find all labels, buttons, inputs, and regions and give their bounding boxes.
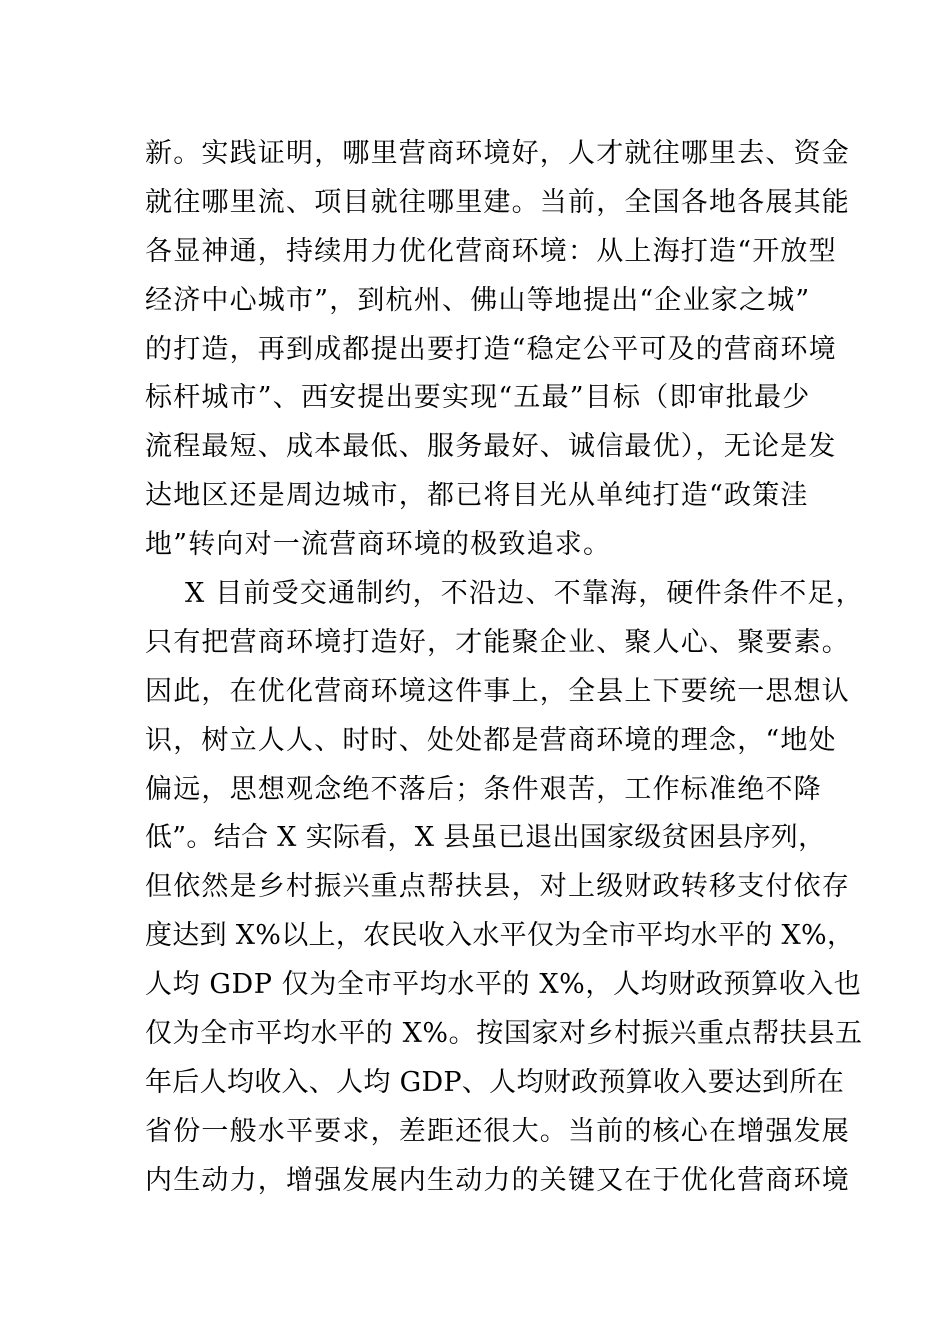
text-line: 度达到 X%以上，农民收入水平仅为全市平均水平的 X%， — [145, 920, 855, 952]
text-line: 的打造，再到成都提出要打造“稳定公平可及的营商环境 — [145, 333, 837, 365]
text-line: 各显神通，持续用力优化营商环境：从上海打造“开放型 — [145, 235, 837, 267]
text-line: 流程最短、成本最低、服务最好、诚信最优），无论是发 — [145, 431, 837, 463]
text-line: X 目前受交通制约，不沿边、不靠海，硬件条件不足， — [185, 578, 864, 610]
text-line: 地”转向对一流营商环境的极致追求。 — [145, 529, 612, 561]
text-line: 年后人均收入、人均 GDP、人均财政预算收入要达到所在 — [145, 1066, 845, 1098]
text-line: 就往哪里流、项目就往哪里建。当前，全国各地各展其能 — [145, 186, 850, 218]
text-line: 新。实践证明，哪里营商环境好，人才就往哪里去、资金 — [145, 138, 850, 169]
text-line: 识，树立人人、时时、处处都是营商环境的理念，“地处 — [145, 724, 837, 756]
body-text — [145, 130, 864, 1206]
paragraph — [145, 570, 864, 1206]
text-line: 偏远，思想观念绝不落后；条件艰苦，工作标准绝不降 — [145, 773, 822, 805]
text-line: 标杆城市”、西安提出要实现“五最”目标（即审批最少 — [145, 382, 811, 414]
paragraph — [145, 130, 850, 570]
text-line: 仅为全市平均水平的 X%。按国家对乡村振兴重点帮扶县五 — [145, 1018, 863, 1050]
text-line: 只有把营商环境打造好，才能聚企业、聚人心、聚要素。 — [145, 626, 850, 658]
text-line: 达地区还是周边城市，都已将目光从单纯打造“政策洼 — [145, 480, 809, 512]
text-line: 但依然是乡村振兴重点帮扶县，对上级财政转移支付依存 — [145, 871, 850, 903]
text-line: 人均 GDP 仅为全市平均水平的 X%，人均财政预算收入也 — [145, 969, 862, 1001]
text-line: 因此，在优化营商环境这件事上，全县上下要统一思想认 — [145, 675, 850, 707]
text-line: 经济中心城市”，到杭州、佛山等地提出“企业家之城” — [145, 284, 811, 316]
text-line: 低”。结合 X 实际看，X 县虽已退出国家级贫困县序列， — [145, 822, 826, 854]
text-line: 内生动力，增强发展内生动力的关键又在于优化营商环境 — [145, 1164, 850, 1196]
text-line: 省份一般水平要求，差距还很大。当前的核心在增强发展 — [145, 1115, 850, 1147]
